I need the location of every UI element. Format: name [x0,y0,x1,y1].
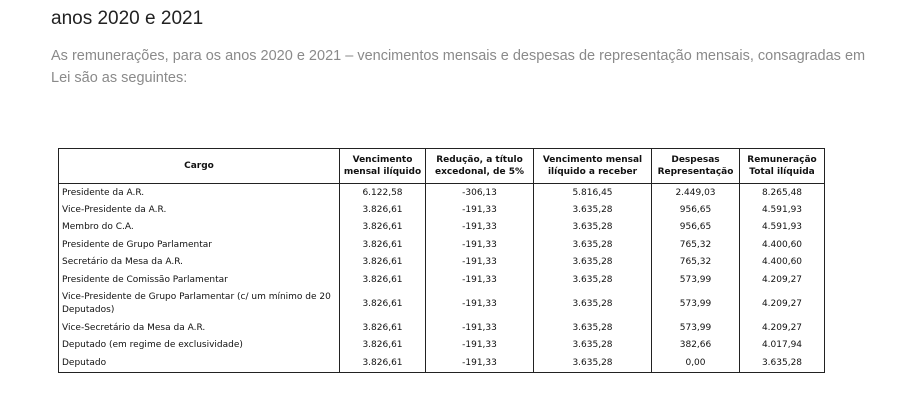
cell-vencimento: 3.826,61 [340,236,426,253]
cell-reducao: -191,33 [426,337,534,354]
cell-cargo: Presidente de Grupo Parlamentar [59,236,340,253]
table-row [59,219,825,236]
cell-reducao: -191,33 [426,236,534,253]
header-vencimento-a-receber: Vencimento mensal ilíquido a receber [534,149,652,184]
cell-a-receber: 3.635,28 [534,337,652,354]
table-row [59,236,825,253]
header-vencimento-mensal: Vencimento mensal ilíquido [340,149,426,184]
cell-despesas: 0,00 [652,354,740,372]
cell-a-receber: 3.635,28 [534,288,652,319]
cell-vencimento: 3.826,61 [340,219,426,236]
cell-a-receber: 3.635,28 [534,254,652,271]
table-row [59,354,825,372]
cell-vencimento: 3.826,61 [340,288,426,319]
cell-vencimento: 3.826,61 [340,354,426,372]
cell-cargo: Vice-Presidente da A.R. [59,201,340,218]
cell-vencimento: 3.826,61 [340,271,426,288]
cell-despesas: 573,99 [652,319,740,336]
table-row [59,337,825,354]
cell-reducao: -191,33 [426,219,534,236]
cell-a-receber: 3.635,28 [534,219,652,236]
cell-total: 4.400,60 [740,254,825,271]
cell-vencimento: 3.826,61 [340,319,426,336]
cell-total: 4.591,93 [740,219,825,236]
cell-reducao: -191,33 [426,288,534,319]
table-row [59,254,825,271]
cell-a-receber: 3.635,28 [534,236,652,253]
cell-total: 4.400,60 [740,236,825,253]
cell-total: 4.017,94 [740,337,825,354]
cell-reducao: -191,33 [426,271,534,288]
cell-cargo: Membro do C.A. [59,219,340,236]
cell-a-receber: 3.635,28 [534,201,652,218]
header-despesas-representacao: Despesas Representação [652,149,740,184]
cell-reducao: -191,33 [426,254,534,271]
cell-a-receber: 3.635,28 [534,319,652,336]
cell-reducao: -191,33 [426,354,534,372]
cell-a-receber: 3.635,28 [534,354,652,372]
cell-reducao: -191,33 [426,201,534,218]
table-row [59,201,825,218]
cell-vencimento: 3.826,61 [340,337,426,354]
cell-total: 4.209,27 [740,271,825,288]
cell-despesas: 573,99 [652,288,740,319]
table-row [59,319,825,336]
cell-cargo: Deputado (em regime de exclusividade) [59,337,340,354]
cell-cargo: Deputado [59,354,340,372]
cell-despesas: 765,32 [652,236,740,253]
cell-despesas: 956,65 [652,201,740,218]
table-row [59,288,825,319]
cell-vencimento: 3.826,61 [340,254,426,271]
cell-total: 8.265,48 [740,184,825,202]
cell-cargo: Vice-Secretário da Mesa da A.R. [59,319,340,336]
cell-total: 4.209,27 [740,288,825,319]
cell-a-receber: 3.635,28 [534,271,652,288]
cell-a-receber: 5.816,45 [534,184,652,202]
cell-cargo: Presidente de Comissão Parlamentar [59,271,340,288]
cell-despesas: 956,65 [652,219,740,236]
cell-despesas: 573,99 [652,271,740,288]
cell-vencimento: 6.122,58 [340,184,426,202]
cell-cargo: Vice-Presidente de Grupo Parlamentar (c/ um mínimo de 20 Deputados) [59,288,340,319]
cell-vencimento: 3.826,61 [340,201,426,218]
header-reducao: Redução, a título excedonal, de 5% [426,149,534,184]
cell-cargo: Secretário da Mesa da A.R. [59,254,340,271]
header-cargo: Cargo [59,149,340,184]
header-remuneracao-total: Remuneração Total ilíquida [740,149,825,184]
cell-total: 4.591,93 [740,201,825,218]
cell-reducao: -191,33 [426,319,534,336]
cell-cargo: Presidente da A.R. [59,184,340,202]
remuneration-table [58,148,825,373]
cell-despesas: 382,66 [652,337,740,354]
cell-reducao: -306,13 [426,184,534,202]
table-row [59,184,825,202]
intro-paragraph: As remunerações, para os anos 2020 e 2021 – vencimentos mensais e despesas de representação mensais, consagradas em Lei são as seguintes: [51,48,866,86]
cell-total: 4.209,27 [740,319,825,336]
cell-despesas: 765,32 [652,254,740,271]
table-header-row [59,149,825,184]
page-title: anos 2020 e 2021 [51,8,204,29]
cell-total: 3.635,28 [740,354,825,372]
table-row [59,271,825,288]
cell-despesas: 2.449,03 [652,184,740,202]
